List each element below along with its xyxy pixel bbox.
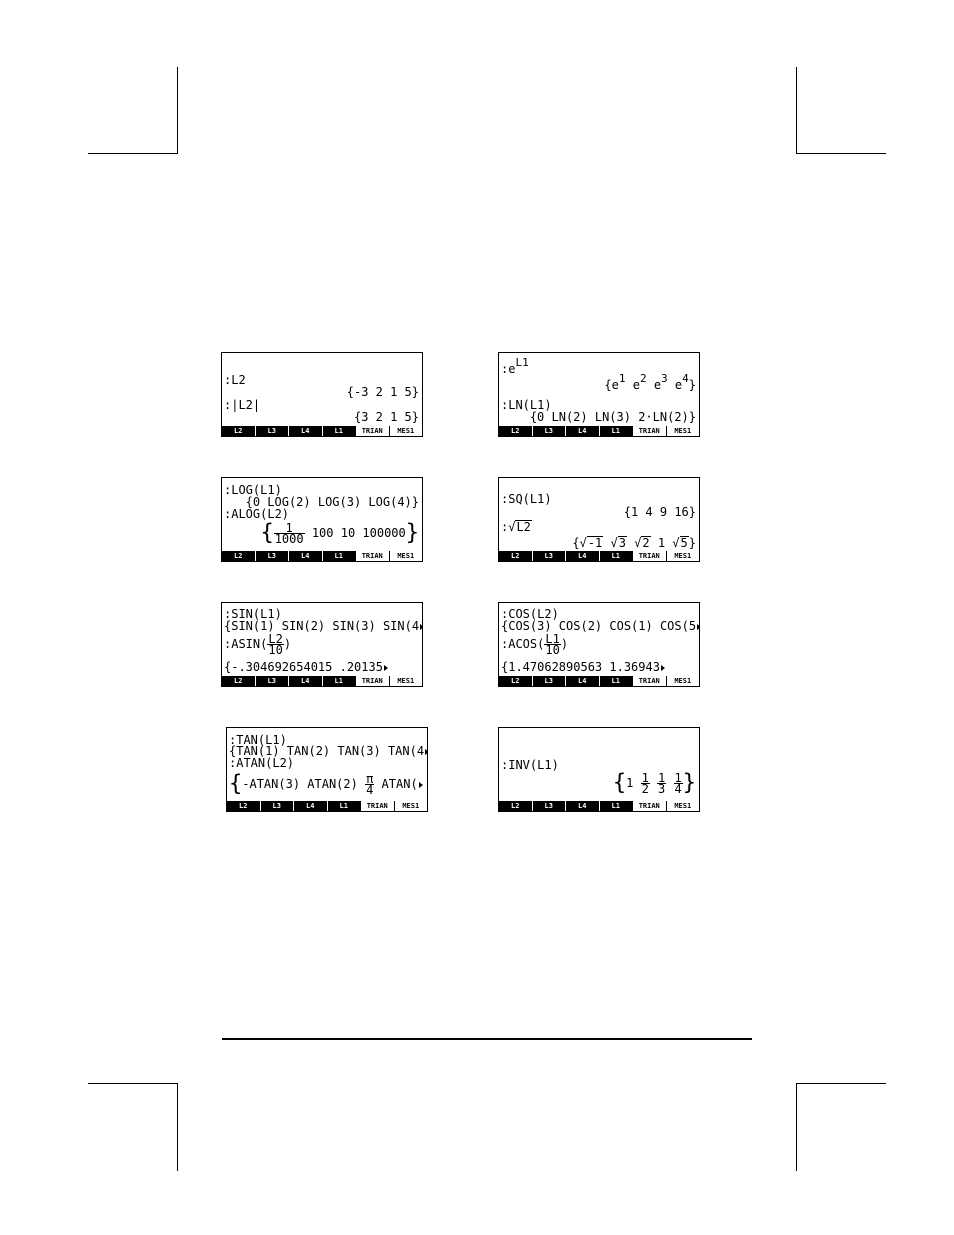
softkey-trian[interactable]: TRIAN	[632, 551, 666, 561]
softkey-menu	[222, 426, 422, 436]
softkey-menu	[222, 551, 422, 561]
calculator-screen-tan-atan	[226, 727, 428, 812]
command-line: :ACOS( $\frac{L1}{10}$ )	[501, 632, 569, 657]
softkey-mes1[interactable]: MES1	[666, 801, 700, 811]
crop-mark-top-right-horizontal	[796, 153, 886, 154]
softkey-l3[interactable]: L3	[532, 676, 566, 686]
softkey-mes1[interactable]: MES1	[666, 676, 700, 686]
result-line: {COS(3) COS(2) COS(1) COS(5	[501, 620, 700, 633]
softkey-l3[interactable]: L3	[255, 426, 289, 436]
result-line: {TAN(1) TAN(2) TAN(3) TAN(4	[229, 745, 428, 758]
command-line: :SQ(L1)	[501, 492, 552, 506]
softkey-menu	[499, 676, 699, 686]
result-line: {1.47062890563 1.36943	[501, 661, 665, 674]
softkey-l2[interactable]: L2	[511, 427, 520, 435]
stack-area	[499, 478, 699, 551]
command-line: :|L2|	[224, 398, 261, 412]
command-line: :COS(L2)	[501, 607, 559, 621]
softkey-l4[interactable]: L4	[565, 676, 599, 686]
result-line: {0 LOG(2) LOG(3) LOG(4)}	[245, 495, 419, 509]
softkey-l1[interactable]: L1	[322, 426, 356, 436]
softkey-l3[interactable]: L3	[255, 551, 289, 561]
softkey-trian[interactable]: TRIAN	[632, 801, 666, 811]
command-line: :INV(L1)	[501, 758, 559, 772]
softkey-l4[interactable]: L4	[565, 426, 599, 436]
softkey-l1[interactable]: L1	[322, 676, 356, 686]
softkey-l3[interactable]: L3	[255, 676, 289, 686]
softkey-l2[interactable]: L2	[234, 552, 243, 560]
softkey-l3[interactable]: L3	[532, 801, 566, 811]
softkey-l1[interactable]: L1	[599, 801, 633, 811]
overflow-arrow-icon	[419, 782, 423, 788]
softkey-l2[interactable]: L2	[234, 677, 243, 685]
calculator-screen-log-alog	[221, 477, 423, 562]
softkey-l1[interactable]: L1	[322, 551, 356, 561]
stack-area	[222, 603, 422, 676]
softkey-l2[interactable]: L2	[239, 802, 248, 810]
softkey-trian[interactable]: TRIAN	[360, 801, 394, 811]
softkey-l4[interactable]: L4	[288, 551, 322, 561]
softkey-mes1[interactable]: MES1	[666, 426, 700, 436]
crop-mark-bottom-left-horizontal	[88, 1083, 178, 1084]
softkey-menu	[499, 551, 699, 561]
command-line: :eL1	[501, 356, 529, 376]
calculator-screen-cos-acos	[498, 602, 700, 687]
stack-area	[222, 353, 422, 426]
softkey-mes1[interactable]: MES1	[389, 551, 423, 561]
softkey-trian[interactable]: TRIAN	[355, 676, 389, 686]
command-line: :SIN(L1)	[224, 607, 282, 621]
calculator-screen-sq-sqrt	[498, 477, 700, 562]
softkey-l2[interactable]: L2	[511, 552, 520, 560]
stack-area	[499, 603, 699, 676]
command-line: :ALOG(L2)	[224, 507, 290, 521]
command-line: :LOG(L1)	[224, 483, 282, 497]
calculator-screen-inv	[498, 727, 700, 812]
softkey-l3[interactable]: L3	[532, 426, 566, 436]
stack-area	[222, 478, 422, 551]
result-line: {SIN(1) SIN(2) SIN(3) SIN(4	[224, 620, 423, 633]
softkey-l3[interactable]: L3	[260, 801, 294, 811]
command-line: :TAN(L1)	[229, 733, 287, 747]
crop-mark-top-right-vertical	[796, 67, 797, 154]
overflow-arrow-icon	[697, 624, 700, 630]
result-line: {-ATAN(3) ATAN(2) $\frac{\pi}{4}$ ATAN(	[229, 773, 423, 795]
softkey-mes1[interactable]: MES1	[394, 801, 428, 811]
result-line: {-.304692654015 .20135	[224, 661, 388, 674]
command-line: :ATAN(L2)	[229, 756, 295, 770]
softkey-l4[interactable]: L4	[565, 801, 599, 811]
softkey-trian[interactable]: TRIAN	[632, 426, 666, 436]
command-line: :ASIN( $\frac{L2}{10}$ )	[224, 632, 292, 657]
crop-mark-top-left-vertical	[177, 67, 178, 154]
overflow-arrow-icon	[420, 624, 423, 630]
calculator-screen-exp-ln	[498, 352, 700, 437]
calculator-screen-sin-asin	[221, 602, 423, 687]
softkey-trian[interactable]: TRIAN	[355, 426, 389, 436]
result-line: {√-1 √3 √2 1 √5}	[572, 536, 696, 550]
softkey-mes1[interactable]: MES1	[666, 551, 700, 561]
softkey-menu	[227, 801, 427, 811]
command-line: :L2	[224, 373, 246, 387]
softkey-trian[interactable]: TRIAN	[632, 676, 666, 686]
softkey-l2[interactable]: L2	[234, 427, 243, 435]
stack-area	[499, 353, 699, 426]
calculator-screen-l2-abs	[221, 352, 423, 437]
footer-rule	[222, 1038, 752, 1040]
softkey-menu	[499, 426, 699, 436]
softkey-l1[interactable]: L1	[327, 801, 361, 811]
softkey-l2[interactable]: L2	[511, 677, 520, 685]
softkey-mes1[interactable]: MES1	[389, 426, 423, 436]
result-line: {-3 2 1 5}	[346, 385, 419, 399]
crop-mark-bottom-right-vertical	[796, 1083, 797, 1171]
result-line: {e1 e2 e3 e4}	[604, 372, 696, 392]
softkey-l4[interactable]: L4	[288, 426, 322, 436]
stack-area	[499, 728, 699, 801]
result-line: {1 4 9 16}	[623, 505, 696, 519]
softkey-l4[interactable]: L4	[288, 676, 322, 686]
stack-area	[227, 728, 427, 801]
crop-mark-bottom-right-horizontal	[796, 1083, 886, 1084]
softkey-trian[interactable]: TRIAN	[355, 551, 389, 561]
softkey-menu	[499, 801, 699, 811]
softkey-mes1[interactable]: MES1	[389, 676, 423, 686]
softkey-l1[interactable]: L1	[599, 426, 633, 436]
result-line: {3 2 1 5}	[353, 410, 419, 424]
softkey-l2[interactable]: L2	[511, 802, 520, 810]
result-line: { $\frac{1}{1000}$ 100 10 100000}	[260, 520, 419, 546]
softkey-l4[interactable]: L4	[293, 801, 327, 811]
softkey-l1[interactable]: L1	[599, 676, 633, 686]
result-line: {1 $\frac{1}{2}$ $\frac{1}{3}$ $\frac{1}{4}$ }	[612, 770, 696, 796]
crop-mark-bottom-left-vertical	[177, 1083, 178, 1171]
result-line: {0 LN(2) LN(3) 2·LN(2)}	[529, 410, 696, 424]
overflow-arrow-icon	[661, 665, 665, 671]
overflow-arrow-icon	[425, 749, 428, 755]
softkey-l3[interactable]: L3	[532, 551, 566, 561]
softkey-menu	[222, 676, 422, 686]
overflow-arrow-icon	[384, 665, 388, 671]
softkey-l1[interactable]: L1	[599, 551, 633, 561]
command-line: :LN(L1)	[501, 398, 552, 412]
command-line: :√L2	[501, 520, 531, 534]
softkey-l4[interactable]: L4	[565, 551, 599, 561]
crop-mark-top-left-horizontal	[88, 153, 178, 154]
